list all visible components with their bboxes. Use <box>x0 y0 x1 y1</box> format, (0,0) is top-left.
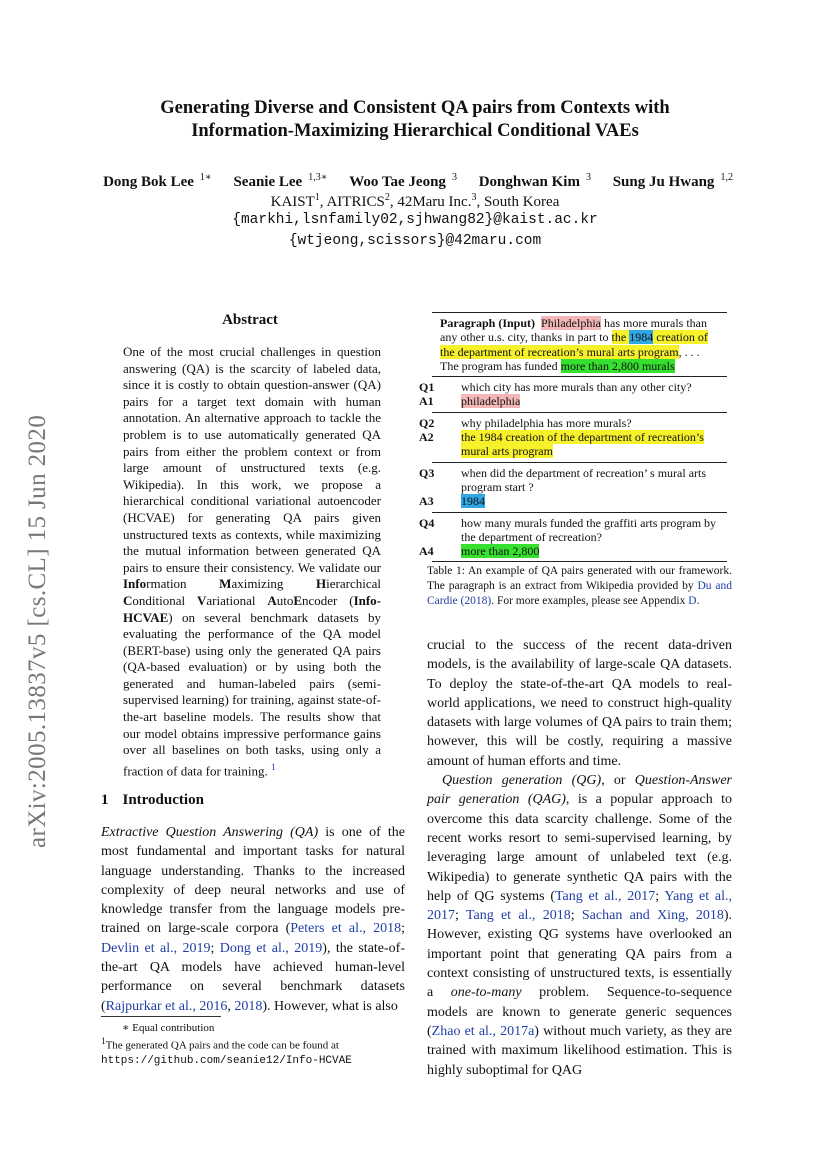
citation-link[interactable]: 2018 <box>234 998 263 1014</box>
abstract-bold: E <box>293 592 302 608</box>
highlight-pink: Philadelphia <box>541 316 602 330</box>
intro-italic: Extractive Question Answering (QA) <box>101 825 319 840</box>
author-name: Woo Tae Jeong <box>349 174 446 190</box>
affil-sup: 1 <box>314 192 320 203</box>
affil-aitrics: , AITRICS <box>319 194 385 210</box>
section-number: 1 <box>101 792 109 808</box>
code-url-link[interactable]: https://github.com/seanie12/Info-HCVAE <box>101 1054 352 1067</box>
citation-link[interactable]: Dong et al., 2019 <box>219 940 323 956</box>
table-paragraph <box>432 313 727 376</box>
author-name: Dong Bok Lee <box>103 174 194 190</box>
abstract-heading: Abstract <box>222 312 278 328</box>
highlight-yellow: the <box>611 330 627 345</box>
answer <box>419 494 719 509</box>
q-text: when did the department of recreation’ s mural arts program start ? <box>461 465 707 494</box>
title-line-1: Generating Diverse and Consistent QA pairs from Contexts with <box>160 98 670 118</box>
intro-text: , <box>227 998 235 1014</box>
intro-text: ). However, what is also <box>262 998 398 1014</box>
caption-text: Table 1: An example of QA pairs generated with our framework. The paragraph is an extract from Wikipedia provided by <box>427 565 732 592</box>
qa-row <box>419 377 727 412</box>
qa-example-table <box>419 312 727 562</box>
q-text: which city has more murals than any other city? <box>461 380 692 395</box>
q-label: Q4 <box>419 515 435 530</box>
author <box>227 174 327 190</box>
caption-text: . For more examples, please see Appendix <box>491 595 689 607</box>
abstract-bold: Info-HCVAE <box>123 592 382 625</box>
question <box>419 515 719 545</box>
affil-maru: , 42Maru Inc. <box>389 194 472 210</box>
author <box>607 174 733 190</box>
a-label: A3 <box>419 494 434 509</box>
highlight-blue: 1984 <box>629 330 654 345</box>
section-title: Introduction <box>122 792 204 808</box>
intro-paragraph <box>101 823 405 1016</box>
author <box>343 174 457 190</box>
citation-link[interactable]: Sachan and Xing, 2018 <box>581 908 724 924</box>
body-text: problem. Sequence-to-sequence models are known to generate generic sequences ( <box>427 985 732 1039</box>
author-name: Sung Ju Hwang <box>612 174 715 190</box>
right-column-body <box>427 636 732 1080</box>
intro-text: ; <box>401 921 406 937</box>
abstract-text: ariational <box>206 592 268 608</box>
body-text: , is a popular approach to overcome this data scarcity challenge. Some of the recent works resort to semi-supervised learning, by leveraging large amount of unlabeled text (e.g. Wikipedia) to generate synthetic QA pairs with the help of QG systems ( <box>427 792 732 904</box>
question <box>419 465 719 495</box>
intro-text: ; <box>210 940 220 956</box>
abstract-text: onditional <box>132 592 197 608</box>
email-line-1: {markhi,lsnfamily02,sjhwang82}@kaist.ac.kr <box>232 212 598 228</box>
abstract-text: rmation <box>146 576 220 592</box>
abstract-text: ncoder ( <box>302 592 354 608</box>
email-line-2: {wtjeong,scissors}@42maru.com <box>288 233 542 249</box>
affil-kaist: KAIST <box>270 194 315 210</box>
abstract-text: ierarchical <box>326 576 381 592</box>
abstract-bold: M <box>219 576 232 592</box>
qa-row <box>419 463 727 512</box>
abstract-text: ) on several benchmark datasets by evaluating the performance of the QA model (BERT-base) using only the generated QA pairs (QA-based evaluation) or by using both the generated and human-labeled pairs (semi-supervised learning) for training, against state-of-the-art baseline models. The results show that our model obtains impressive performance gains over all baselines on both tasks, using only a fraction of data for training. <box>123 609 381 779</box>
abstract-bold: H <box>316 576 327 592</box>
abstract-body <box>123 344 381 780</box>
affil-sup: 3 <box>471 192 477 203</box>
paragraph-text: , . . . The program has funded <box>440 344 700 373</box>
abstract-text: uto <box>276 592 294 608</box>
footnote-1 <box>101 1034 406 1068</box>
appendix-link[interactable]: D <box>688 595 697 607</box>
author-sup: 3 <box>585 172 591 183</box>
author-list <box>60 172 770 191</box>
body-text: ). However, existing QG systems have overlooked an important point that generating QA pairs from a context consisting of unstructured texts, is essentially a <box>427 908 733 1001</box>
q-text: why philadelphia has more murals? <box>461 415 632 430</box>
abstract-bold: Info <box>123 576 147 592</box>
citation-link[interactable]: Zhao et al., 2017a <box>431 1023 535 1039</box>
answer <box>419 394 719 409</box>
paragraph-text: has more murals than any other u.s. city, thanks in part to <box>440 316 707 345</box>
body-italic: Question generation (QG) <box>442 773 602 789</box>
question <box>419 380 719 395</box>
table-caption <box>427 564 732 609</box>
right-paragraph-2 <box>427 771 732 1080</box>
a-text: philadelphia <box>461 394 521 409</box>
affil-sup: 2 <box>384 192 390 203</box>
affil-country: , South Korea <box>476 194 560 210</box>
q-label: Q1 <box>419 380 435 395</box>
author-name: Donghwan Kim <box>478 174 580 190</box>
table-bottom-rule <box>432 561 727 562</box>
a-label: A2 <box>419 430 434 445</box>
q-label: Q3 <box>419 465 435 480</box>
citation-link[interactable]: Devlin et al., 2019 <box>101 940 211 956</box>
footnote-mark: 1 <box>101 1036 106 1046</box>
body-text: , or <box>601 773 635 789</box>
qa-row <box>419 513 727 562</box>
citation-link[interactable]: Du and Cardie (2018) <box>427 580 732 607</box>
footnote-text: The generated QA pairs and the code can be found at <box>105 1039 339 1052</box>
q-label: Q2 <box>419 415 435 430</box>
arxiv-stamp: arXiv:2005.13837v5 [cs.CL] 15 Jun 2020 <box>24 414 51 848</box>
paper-title <box>60 97 770 143</box>
citation-link[interactable]: Tang et al., 2018 <box>465 908 571 924</box>
author-name: Seanie Lee <box>233 174 303 190</box>
qa-row <box>419 413 727 462</box>
body-italic: one-to-many <box>450 985 522 1001</box>
paragraph-label: Paragraph (Input) <box>440 316 536 330</box>
footnote-link[interactable]: 1 <box>271 761 276 772</box>
body-text: ; <box>570 908 582 924</box>
body-italic: Question-Answer pair generation (QAG) <box>427 773 732 808</box>
body-text: ) without much variety, as they are trained with maximum likelihood estimation. This is highly suboptimal for QAG <box>427 1023 732 1078</box>
right-paragraph-1: crucial to the success of the recent data-driven models, is the availability of large-scale QA datasets. To deploy the state-of-the-art QA models to real-world applications, we need to construct high-quality datasets with large volumes of QA pairs to train them; however, this will be costly, requiring a massive amount of human efforts and time. <box>427 638 732 769</box>
author-sup: 3 <box>451 172 457 183</box>
author <box>97 174 212 190</box>
a-text: more than 2,800 <box>461 544 540 559</box>
author-sup: 1∗ <box>199 172 212 183</box>
footnote-equal: ∗ Equal contribution <box>122 1022 215 1034</box>
citation-link[interactable]: Tang et al., 2017 <box>554 888 656 904</box>
affiliations <box>60 192 770 211</box>
abstract-text: aximizing <box>231 576 317 592</box>
question <box>419 415 719 430</box>
citation-link[interactable]: Peters et al., 2018 <box>290 921 402 937</box>
author-sup: 1,3∗ <box>308 172 328 183</box>
highlight-yellow: creation of the department of recreation’s mural arts program <box>440 330 708 359</box>
caption-text: . <box>696 595 700 607</box>
abstract-bold: V <box>196 592 207 608</box>
answer <box>419 430 719 459</box>
q-text: how many murals funded the graffiti arts program by the department of recreation? <box>461 515 717 544</box>
highlight-green: more than <box>560 358 609 373</box>
answer <box>419 544 719 559</box>
a-text: the 1984 creation of the department of recreation’s mural arts program <box>461 430 704 459</box>
a-label: A1 <box>419 394 434 409</box>
citation-link[interactable]: Yang et al., 2017 <box>427 888 732 924</box>
intro-text: ), the state-of-the-art QA models have achieved human-level performance on several benchmark datasets ( <box>101 940 405 1014</box>
abstract-bold: A <box>267 592 277 608</box>
a-text: 1984 <box>461 494 485 509</box>
title-line-2: Information-Maximizing Hierarchical Conditional VAEs <box>191 121 639 141</box>
highlight-green: 2,800 murals <box>611 358 675 373</box>
abstract-bold: C <box>123 592 133 608</box>
body-text: ; <box>455 908 466 924</box>
citation-link[interactable]: Rajpurkar et al., 2016 <box>105 998 228 1014</box>
body-text: ; <box>655 888 665 904</box>
a-label: A4 <box>419 544 434 559</box>
author-sup: 1,2 <box>720 172 733 183</box>
footnote-rule <box>101 1016 221 1017</box>
intro-text: is one of the most fundamental and important tasks for natural language understanding. Thanks to the increased complexity of deep neural networks and use of knowledge transfer from the language models pre-trained on large-scale corpora ( <box>101 825 405 937</box>
section-heading <box>101 792 204 809</box>
author <box>473 174 591 190</box>
abstract-text: One of the most crucial challenges in question answering (QA) is the scarcity of labeled data, since it is costly to obtain question-answer (QA) pairs for a target text domain with human annotation. An alternative approach to tackle the problem is to use automatically generated QA pairs from either the problem context or from large amount of unstructured texts (e.g. Wikipedia). In this work, we propose a hierarchical conditional variational autoencoder (HCVAE) for generating QA pairs given unstructured texts as contexts, while maximizing the mutual information between generated QA pairs to ensure their consistency. We validate our <box>123 344 381 575</box>
